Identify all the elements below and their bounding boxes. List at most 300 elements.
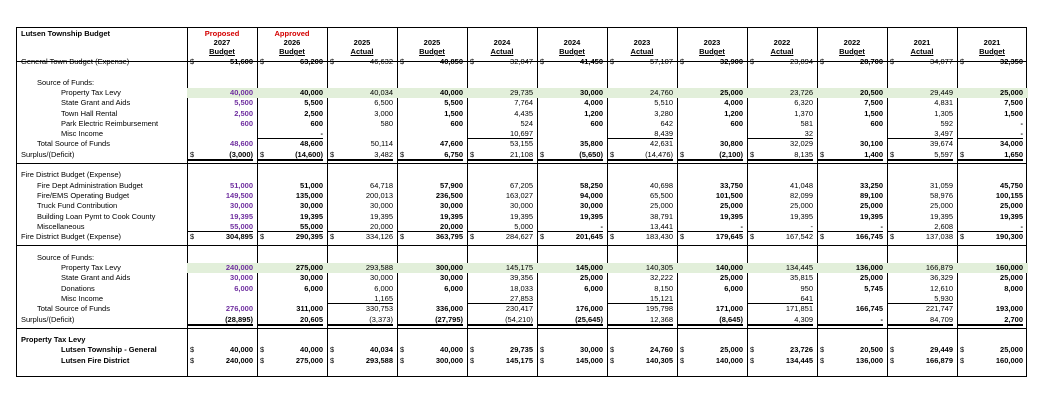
value-cell: 32,222 bbox=[650, 273, 673, 283]
value-cell: - bbox=[1020, 118, 1023, 128]
value-cell: 293,588 bbox=[365, 263, 393, 272]
value-cell: 2,500 bbox=[234, 108, 253, 118]
value-cell: 30,000 bbox=[230, 273, 253, 283]
value-cell: 19,395 bbox=[510, 211, 533, 221]
column-header bbox=[537, 29, 607, 56]
value-cell: (25,645) bbox=[537, 316, 603, 326]
value-cell: 19,395 bbox=[720, 211, 743, 221]
value-cell: 19,395 bbox=[230, 211, 253, 221]
value-cell: 18,033 bbox=[510, 283, 533, 293]
value-cell: 25,000 bbox=[580, 273, 603, 283]
value-cell: 6,000 bbox=[374, 283, 393, 293]
currency-symbol: $ bbox=[190, 149, 195, 159]
value-cell: 19,395 bbox=[790, 211, 813, 221]
value-cell: 300,000 bbox=[435, 263, 463, 272]
column-header-type: Budget bbox=[209, 47, 235, 56]
currency-symbol: $ bbox=[330, 149, 335, 159]
currency-symbol: $ bbox=[680, 345, 685, 355]
currency-symbol: $ bbox=[260, 355, 265, 365]
column-header bbox=[817, 29, 887, 56]
value-cell: 179,645 bbox=[715, 232, 743, 242]
value-cell: 24,760 bbox=[650, 345, 673, 355]
column-header bbox=[887, 29, 957, 56]
value-cell: 48,600 bbox=[300, 139, 323, 149]
column-header-status bbox=[817, 29, 887, 38]
value-cell: 20,605 bbox=[257, 316, 323, 326]
value-cell: 8,439 bbox=[607, 130, 673, 139]
currency-symbol: $ bbox=[260, 149, 265, 159]
currency-symbol: $ bbox=[610, 355, 615, 365]
value-cell: 240,000 bbox=[225, 355, 253, 365]
value-cell: 6,500 bbox=[374, 98, 393, 108]
value-cell: (8,645) bbox=[677, 316, 743, 326]
value-cell: - bbox=[537, 223, 603, 232]
column-header-status bbox=[327, 29, 397, 38]
value-cell: 25,000 bbox=[720, 273, 743, 283]
value-cell: 140,000 bbox=[715, 263, 743, 272]
value-cell: 171,851 bbox=[785, 304, 813, 314]
value-cell: 8,000 bbox=[1004, 283, 1023, 293]
value-cell: 8,135 bbox=[747, 151, 813, 161]
value-cell: 200,013 bbox=[365, 190, 393, 200]
column-header-status bbox=[957, 29, 1027, 38]
value-cell: 29,449 bbox=[930, 87, 953, 97]
value-cell: (3,000) bbox=[187, 151, 253, 161]
value-cell: 41,450 bbox=[580, 57, 603, 66]
currency-symbol: $ bbox=[190, 232, 195, 242]
value-cell: 1,400 bbox=[817, 151, 883, 161]
value-cell: 166,879 bbox=[925, 263, 953, 272]
column-header bbox=[747, 29, 817, 56]
column-header-year: 2026 bbox=[283, 38, 301, 47]
value-cell: 57,107 bbox=[650, 57, 673, 66]
column-header-type: Actual bbox=[910, 47, 934, 56]
value-cell: 33,250 bbox=[860, 180, 883, 190]
value-cell: 363,795 bbox=[435, 232, 463, 242]
value-cell: 195,798 bbox=[645, 304, 673, 314]
value-cell: 10,697 bbox=[467, 130, 533, 139]
column-header-status: Proposed bbox=[204, 29, 240, 38]
value-cell: 40,698 bbox=[650, 180, 673, 190]
currency-symbol: $ bbox=[820, 232, 825, 242]
value-cell: 63,200 bbox=[300, 57, 323, 66]
value-cell: (3,373) bbox=[327, 316, 393, 326]
value-cell: 100,155 bbox=[995, 190, 1023, 200]
value-cell: 33,750 bbox=[720, 180, 743, 190]
row-label: Fire District Budget (Expense) bbox=[21, 232, 122, 242]
column-header-type: Budget bbox=[559, 47, 585, 56]
currency-symbol: $ bbox=[890, 355, 895, 365]
value-cell: 7,500 bbox=[864, 98, 883, 108]
row-label: Property Tax Levy bbox=[61, 263, 121, 272]
value-cell: 284,627 bbox=[505, 232, 533, 242]
value-cell: 137,038 bbox=[925, 232, 953, 242]
row-label: Building Loan Pymt to Cook County bbox=[37, 211, 156, 221]
value-cell: 293,588 bbox=[365, 355, 393, 365]
value-cell: 600 bbox=[310, 118, 323, 128]
value-cell: 58,250 bbox=[580, 180, 603, 190]
value-cell: 23,894 bbox=[790, 57, 813, 66]
row-label: Total Source of Funds bbox=[37, 304, 110, 314]
value-cell: 13,441 bbox=[607, 223, 673, 232]
currency-symbol: $ bbox=[400, 355, 405, 365]
value-cell: 1,500 bbox=[1004, 108, 1023, 118]
row-label: Property Tax Levy bbox=[21, 335, 86, 345]
column-header-year: 2023 bbox=[633, 38, 651, 47]
value-cell: 336,000 bbox=[435, 304, 463, 314]
section-divider bbox=[17, 328, 1026, 329]
value-cell: 140,000 bbox=[715, 355, 743, 365]
sheet-title: Lutsen Township Budget bbox=[21, 29, 111, 38]
currency-symbol: $ bbox=[190, 57, 195, 66]
column-header-status bbox=[747, 29, 817, 38]
value-cell: 32,047 bbox=[510, 57, 533, 66]
currency-symbol: $ bbox=[470, 345, 475, 355]
value-cell: 29,735 bbox=[510, 345, 533, 355]
column-header-year: 2025 bbox=[423, 38, 441, 47]
value-cell: 4,000 bbox=[584, 98, 603, 108]
value-cell: 40,034 bbox=[370, 345, 393, 355]
value-cell: 32,350 bbox=[1000, 57, 1023, 66]
value-cell: - bbox=[677, 223, 743, 232]
value-cell: 6,320 bbox=[794, 98, 813, 108]
row-label: Donations bbox=[61, 283, 95, 293]
currency-symbol: $ bbox=[610, 57, 615, 66]
value-cell: 311,000 bbox=[296, 304, 323, 314]
value-cell: 304,895 bbox=[225, 232, 253, 242]
column-header-status bbox=[537, 29, 607, 38]
column-header bbox=[957, 29, 1027, 56]
value-cell: 19,395 bbox=[300, 211, 323, 221]
currency-symbol: $ bbox=[960, 149, 965, 159]
value-cell: 55,000 bbox=[187, 223, 253, 232]
currency-symbol: $ bbox=[260, 345, 265, 355]
column-header-status: Approved bbox=[274, 29, 310, 38]
column-header bbox=[607, 29, 677, 56]
value-cell: 5,510 bbox=[654, 98, 673, 108]
value-cell: 160,000 bbox=[995, 355, 1023, 365]
column-header-year: 2021 bbox=[983, 38, 1001, 47]
currency-symbol: $ bbox=[540, 57, 545, 66]
column-header-type: Budget bbox=[279, 47, 305, 56]
currency-symbol: $ bbox=[960, 355, 965, 365]
row-label: Misc Income bbox=[61, 129, 104, 139]
currency-symbol: $ bbox=[470, 355, 475, 365]
value-cell: 48,600 bbox=[230, 139, 253, 149]
value-cell: 39,674 bbox=[930, 139, 953, 149]
value-cell: 12,368 bbox=[607, 316, 673, 326]
currency-symbol: $ bbox=[750, 232, 755, 242]
value-cell: 581 bbox=[800, 118, 813, 128]
value-cell: 28,700 bbox=[860, 57, 883, 66]
row-label: Fire Dept Administration Budget bbox=[37, 180, 143, 190]
currency-symbol: $ bbox=[680, 57, 685, 66]
row-label: Source of Funds: bbox=[37, 77, 95, 87]
value-cell: 42,631 bbox=[650, 139, 673, 149]
value-cell: 23,726 bbox=[790, 345, 813, 355]
value-cell: 176,000 bbox=[575, 304, 603, 314]
value-cell: 30,000 bbox=[230, 201, 253, 211]
value-cell: 30,000 bbox=[580, 87, 603, 97]
value-cell: 25,000 bbox=[1000, 345, 1023, 355]
value-cell: 41,048 bbox=[790, 180, 813, 190]
value-cell: 58,976 bbox=[930, 190, 953, 200]
value-cell: 330,753 bbox=[365, 304, 393, 314]
row-label: Property Tax Levy bbox=[61, 87, 121, 97]
value-cell: 7,764 bbox=[514, 98, 533, 108]
value-cell: 163,027 bbox=[505, 190, 533, 200]
column-header-type: Actual bbox=[630, 47, 654, 56]
value-cell: 134,445 bbox=[785, 263, 813, 272]
column-header-type: Actual bbox=[770, 47, 794, 56]
value-cell: 35,800 bbox=[580, 139, 603, 149]
value-cell: 276,000 bbox=[225, 304, 253, 314]
value-cell: 30,000 bbox=[510, 201, 533, 211]
value-cell: 12,610 bbox=[930, 283, 953, 293]
value-cell: 25,000 bbox=[930, 201, 953, 211]
currency-symbol: $ bbox=[400, 345, 405, 355]
value-cell: 25,000 bbox=[860, 201, 883, 211]
value-cell: 136,000 bbox=[855, 263, 883, 272]
value-cell: (27,795) bbox=[397, 316, 463, 326]
column-header-year: 2025 bbox=[353, 38, 371, 47]
value-cell: 57,900 bbox=[440, 180, 463, 190]
value-cell: 25,000 bbox=[860, 273, 883, 283]
currency-symbol: $ bbox=[820, 345, 825, 355]
value-cell: 19,395 bbox=[440, 211, 463, 221]
currency-symbol: $ bbox=[610, 149, 615, 159]
value-cell: 2,500 bbox=[304, 108, 323, 118]
value-cell: 6,000 bbox=[304, 283, 323, 293]
value-cell: 160,000 bbox=[995, 263, 1023, 272]
currency-symbol: $ bbox=[890, 232, 895, 242]
currency-symbol: $ bbox=[330, 57, 335, 66]
value-cell: 1,200 bbox=[724, 108, 743, 118]
value-cell: 1,370 bbox=[794, 108, 813, 118]
value-cell: 19,395 bbox=[580, 211, 603, 221]
row-label: Surplus/(Deficit) bbox=[21, 149, 75, 159]
column-header-year: 2021 bbox=[913, 38, 931, 47]
value-cell: 65,500 bbox=[650, 190, 673, 200]
value-cell: 20,500 bbox=[860, 345, 883, 355]
currency-symbol: $ bbox=[750, 149, 755, 159]
value-cell: 94,000 bbox=[580, 190, 603, 200]
value-cell: 25,000 bbox=[720, 345, 743, 355]
value-cell: 4,309 bbox=[747, 316, 813, 326]
value-cell: 25,000 bbox=[720, 87, 743, 97]
value-cell: - bbox=[747, 223, 813, 232]
value-cell: - bbox=[957, 223, 1023, 232]
currency-symbol: $ bbox=[400, 232, 405, 242]
value-cell: 145,000 bbox=[575, 263, 603, 272]
value-cell: 5,500 bbox=[234, 98, 253, 108]
value-cell: 35,815 bbox=[790, 273, 813, 283]
column-header-status bbox=[397, 29, 467, 38]
value-cell: 82,099 bbox=[790, 190, 813, 200]
currency-symbol: $ bbox=[540, 149, 545, 159]
value-cell: (14,476) bbox=[607, 151, 673, 161]
value-cell: 275,000 bbox=[295, 263, 323, 272]
value-cell: 3,482 bbox=[327, 151, 393, 161]
value-cell: - bbox=[957, 130, 1023, 139]
value-cell: 1,200 bbox=[584, 108, 603, 118]
value-cell: - bbox=[257, 130, 323, 139]
value-cell: 5,930 bbox=[887, 295, 953, 304]
currency-symbol: $ bbox=[960, 345, 965, 355]
value-cell: 20,500 bbox=[860, 87, 883, 97]
column-header-year: 2024 bbox=[563, 38, 581, 47]
currency-symbol: $ bbox=[540, 355, 545, 365]
value-cell: 236,500 bbox=[435, 190, 463, 200]
value-cell: 30,800 bbox=[720, 139, 743, 149]
value-cell: 5,500 bbox=[444, 98, 463, 108]
row-label: Town Hall Rental bbox=[61, 108, 118, 118]
currency-symbol: $ bbox=[330, 232, 335, 242]
column-header-year: 2022 bbox=[843, 38, 861, 47]
value-cell: 25,000 bbox=[650, 201, 673, 211]
value-cell: 30,000 bbox=[440, 201, 463, 211]
value-cell: 30,000 bbox=[440, 273, 463, 283]
value-cell: 300,000 bbox=[435, 355, 463, 365]
value-cell: 30,000 bbox=[370, 273, 393, 283]
row-label: Lutsen Township - General bbox=[61, 345, 157, 355]
value-cell: 140,305 bbox=[645, 263, 673, 272]
value-cell: 7,500 bbox=[1004, 98, 1023, 108]
row-label: Surplus/(Deficit) bbox=[21, 314, 75, 324]
value-cell: 67,205 bbox=[510, 180, 533, 190]
value-cell: 166,745 bbox=[855, 232, 883, 242]
column-header-year: 2022 bbox=[773, 38, 791, 47]
value-cell: 51,000 bbox=[230, 180, 253, 190]
value-cell: 20,000 bbox=[397, 223, 463, 232]
row-label: Fire District Budget (Expense) bbox=[21, 170, 122, 180]
currency-symbol: $ bbox=[400, 149, 405, 159]
value-cell: 524 bbox=[520, 118, 533, 128]
value-cell: 600 bbox=[590, 118, 603, 128]
value-cell: 600 bbox=[240, 118, 253, 128]
value-cell: 167,542 bbox=[785, 232, 813, 242]
value-cell: 25,000 bbox=[1000, 201, 1023, 211]
column-header bbox=[467, 29, 537, 56]
currency-symbol: $ bbox=[960, 57, 965, 66]
value-cell: 55,000 bbox=[257, 223, 323, 232]
column-header-type: Actual bbox=[350, 47, 374, 56]
value-cell: 15,121 bbox=[607, 295, 673, 304]
value-cell: 30,100 bbox=[860, 139, 883, 149]
currency-symbol: $ bbox=[610, 345, 615, 355]
value-cell: 46,632 bbox=[370, 57, 393, 66]
value-cell: 40,850 bbox=[440, 57, 463, 66]
value-cell: 600 bbox=[870, 118, 883, 128]
value-cell: 600 bbox=[730, 118, 743, 128]
column-header bbox=[327, 29, 397, 56]
row-label: Misc Income bbox=[61, 293, 104, 303]
value-cell: 149,500 bbox=[225, 190, 253, 200]
value-cell: 32 bbox=[747, 130, 813, 139]
value-cell: 190,300 bbox=[995, 232, 1023, 242]
currency-symbol: $ bbox=[190, 345, 195, 355]
value-cell: 1,650 bbox=[957, 151, 1023, 161]
currency-symbol: $ bbox=[820, 355, 825, 365]
value-cell: 47,600 bbox=[440, 139, 463, 149]
column-header-type: Budget bbox=[839, 47, 865, 56]
value-cell: 4,435 bbox=[514, 108, 533, 118]
value-cell: 5,500 bbox=[304, 98, 323, 108]
value-cell: 25,000 bbox=[790, 201, 813, 211]
value-cell: 3,280 bbox=[654, 108, 673, 118]
value-cell: 40,000 bbox=[440, 87, 463, 97]
value-cell: 50,114 bbox=[370, 139, 393, 149]
value-cell: 20,000 bbox=[327, 223, 393, 232]
currency-symbol: $ bbox=[750, 355, 755, 365]
value-cell: 183,430 bbox=[645, 232, 673, 242]
value-cell: 641 bbox=[747, 295, 813, 304]
row-label: Lutsen Fire District bbox=[61, 355, 130, 365]
value-cell: 166,879 bbox=[925, 355, 953, 365]
value-cell: 64,718 bbox=[370, 180, 393, 190]
value-cell: 8,150 bbox=[654, 283, 673, 293]
budget-spreadsheet bbox=[16, 27, 1027, 377]
value-cell: 145,175 bbox=[505, 355, 533, 365]
value-cell: 36,329 bbox=[930, 273, 953, 283]
value-cell: 134,445 bbox=[785, 355, 813, 365]
value-cell: 2,608 bbox=[887, 223, 953, 232]
value-cell: 1,305 bbox=[934, 108, 953, 118]
value-cell: (54,210) bbox=[467, 316, 533, 326]
value-cell: 6,000 bbox=[724, 283, 743, 293]
value-cell: 4,000 bbox=[724, 98, 743, 108]
value-cell: 19,395 bbox=[1000, 211, 1023, 221]
currency-symbol: $ bbox=[470, 232, 475, 242]
row-label: Source of Funds: bbox=[37, 252, 95, 262]
currency-symbol: $ bbox=[890, 149, 895, 159]
value-cell: (2,100) bbox=[677, 151, 743, 161]
column-header-type: Actual bbox=[490, 47, 514, 56]
value-cell: 2,700 bbox=[957, 316, 1023, 326]
value-cell: 30,000 bbox=[370, 201, 393, 211]
value-cell: 6,000 bbox=[444, 283, 463, 293]
section-divider bbox=[17, 163, 1026, 164]
value-cell: 5,745 bbox=[864, 283, 883, 293]
value-cell: 84,709 bbox=[887, 316, 953, 326]
row-label: Total Source of Funds bbox=[37, 139, 110, 149]
value-cell: 19,395 bbox=[930, 211, 953, 221]
currency-symbol: $ bbox=[820, 57, 825, 66]
currency-symbol: $ bbox=[750, 345, 755, 355]
value-cell: 39,356 bbox=[510, 273, 533, 283]
column-header-status bbox=[467, 29, 537, 38]
currency-symbol: $ bbox=[400, 57, 405, 66]
value-cell: 34,000 bbox=[1000, 139, 1023, 149]
value-cell: 25,000 bbox=[1000, 87, 1023, 97]
value-cell: 193,000 bbox=[995, 304, 1023, 314]
column-header-type: Budget bbox=[699, 47, 725, 56]
column-header bbox=[187, 29, 257, 56]
row-label: General Town Budget (Expense) bbox=[21, 57, 130, 66]
value-cell: 19,395 bbox=[860, 211, 883, 221]
value-cell: 30,000 bbox=[300, 273, 323, 283]
column-header-year: 2024 bbox=[493, 38, 511, 47]
value-cell: 290,395 bbox=[295, 232, 323, 242]
value-cell: 45,750 bbox=[1000, 180, 1023, 190]
column-header bbox=[397, 29, 467, 56]
currency-symbol: $ bbox=[540, 232, 545, 242]
value-cell: 23,726 bbox=[790, 87, 813, 97]
column-header-type: Budget bbox=[979, 47, 1005, 56]
currency-symbol: $ bbox=[470, 57, 475, 66]
value-cell: 40,000 bbox=[300, 345, 323, 355]
row-label: Fire/EMS Operating Budget bbox=[37, 190, 130, 200]
